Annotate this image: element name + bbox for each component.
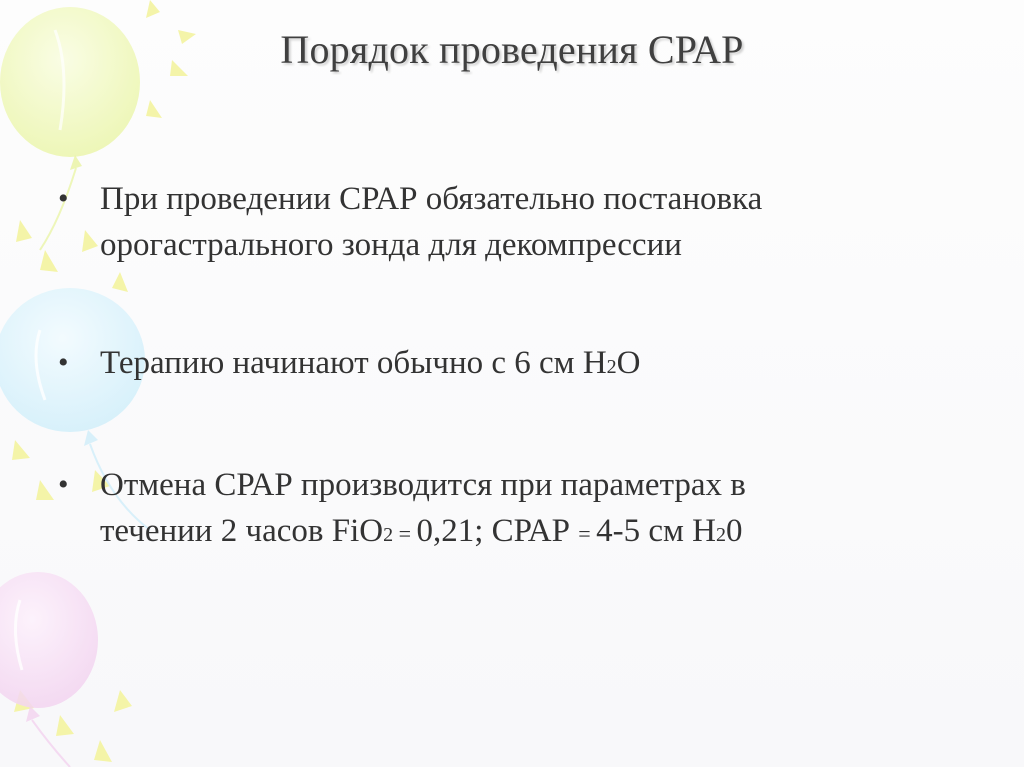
bullet-dot: • [58,468,69,501]
bullet-3-fio-f: F [331,513,351,549]
bullet-dot: • [58,182,69,215]
bullet-3-line-2-c: 4-5 см Н [596,513,717,549]
bullet-3-line-2-d: 0 [726,513,743,549]
bullet-3-line-1: Отмена СРАР производится при параметрах в [100,467,746,503]
bullet-item-3 [58,462,958,558]
slide-title: Порядок проведения СРАР [280,27,744,72]
bullet-item-2 [58,340,958,390]
bullet-list [58,176,958,558]
bullet-3-line-2-a: течении 2 часов [100,513,332,549]
bullet-3-subscript-2: 2 [716,524,727,546]
bullet-2-text: Терапию начинают обычно с 6 см Н [100,345,607,381]
bullet-3-line-2-b: 0,21; СРАР [416,513,579,549]
bullet-3-equals-1: = [393,521,417,546]
bullet-1-line-1: При проведении СРАР обязательно постановка [100,181,763,217]
bullet-2-subscript: 2 [606,356,617,378]
balloon-pink-icon [0,572,98,767]
bullet-3-fio-io: iO [350,513,384,549]
bullet-3-subscript-1: 2 [383,524,394,546]
bullet-item-1 [58,176,958,268]
bullet-1-line-2: орогастрального зонда для декомпрессии [100,227,682,263]
bullet-3-equals-2: = [578,521,597,546]
bullet-2-tail: О [616,345,641,381]
bullet-dot: • [58,346,69,379]
